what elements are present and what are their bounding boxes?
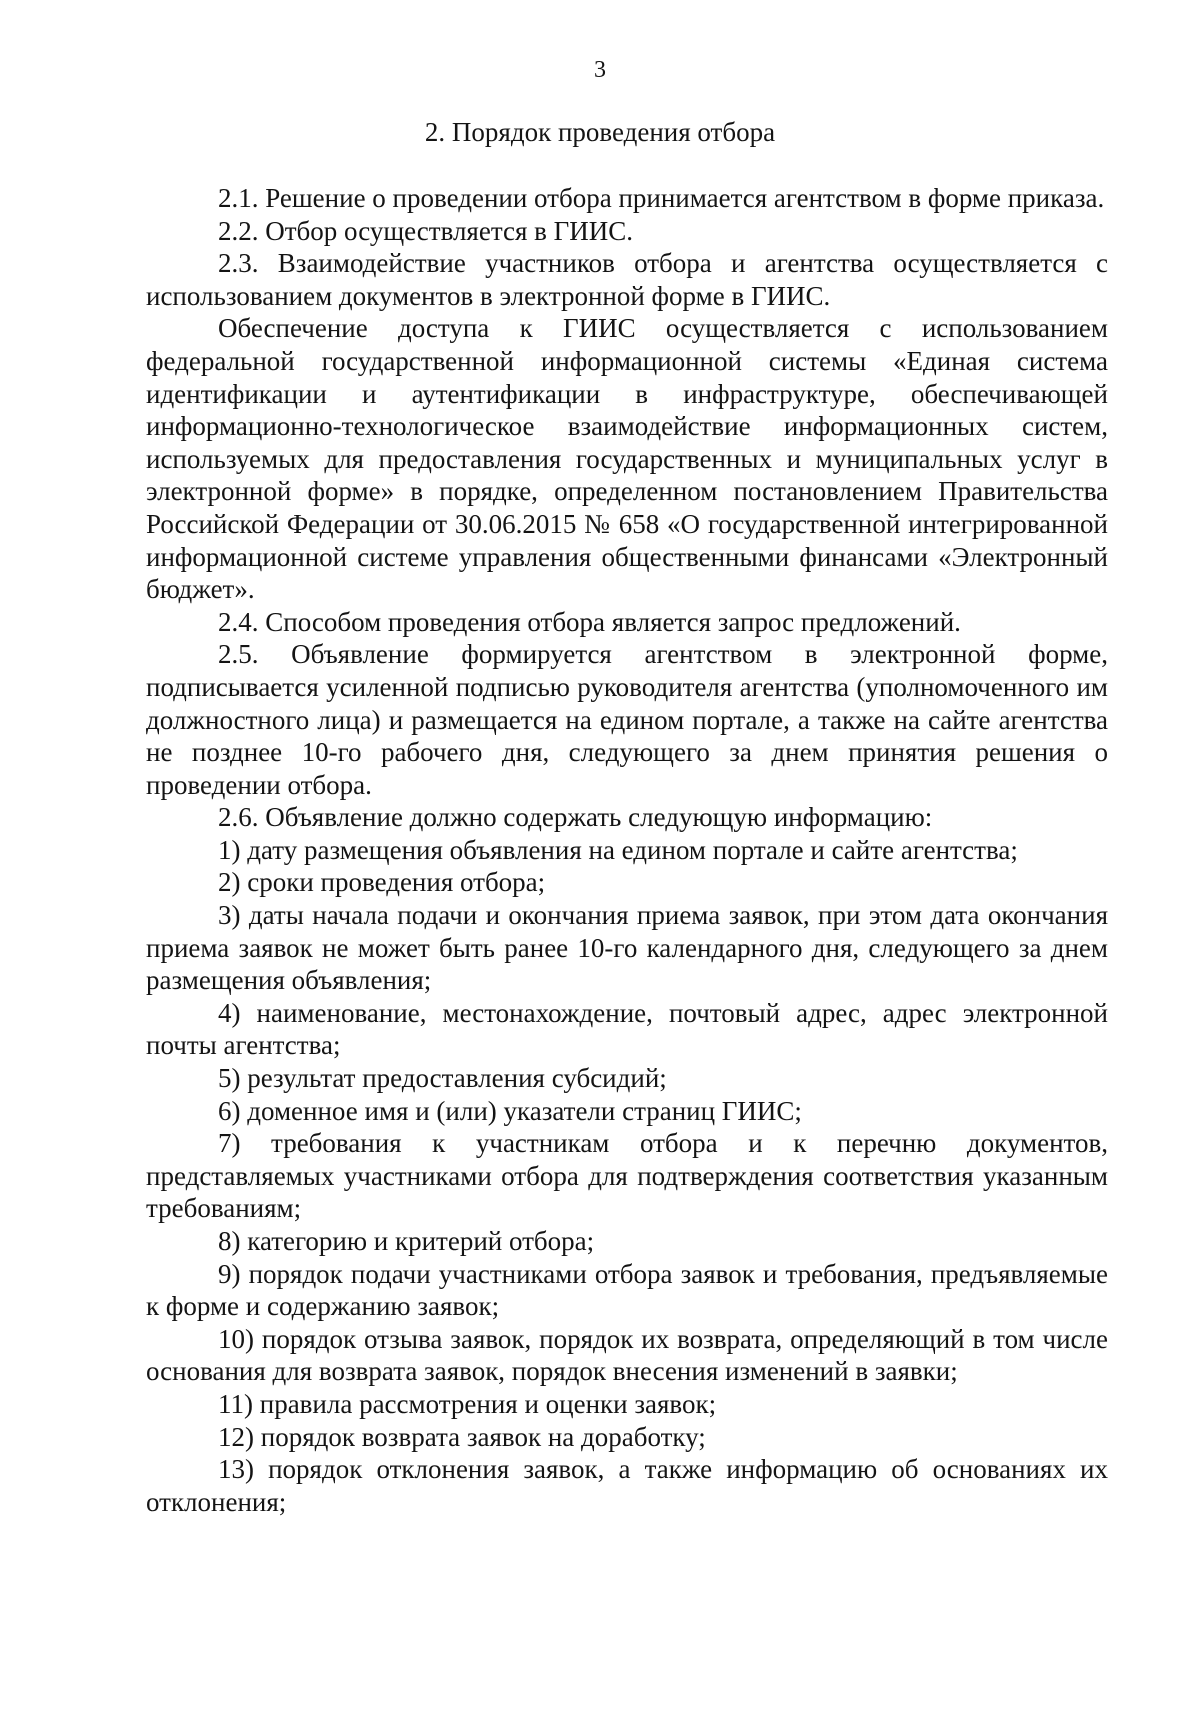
paragraph-2-3: 2.3. Взаимодействие участников отбора и агентства осуществляется с использованием документов в электронной форме в ГИИС.: [146, 248, 1108, 311]
list-item-6: 6) доменное имя и (или) указатели страниц ГИИС;: [218, 1095, 802, 1126]
document-body: [146, 182, 1108, 1518]
page-number: 3: [594, 57, 606, 83]
paragraph-2-1: 2.1. Решение о проведении отбора принимается агентством в форме приказа.: [218, 183, 1105, 213]
list-item-8: 8) категорию и критерий отбора;: [218, 1226, 595, 1256]
list-item-7: 7) требования к участникам отбора и к перечню документов, представляемых участниками отбора для подтверждения соответствия указанным требованиям;: [146, 1128, 1108, 1224]
list-item-5: 5) результат предоставления субсидий;: [218, 1063, 667, 1094]
paragraph-2-5: 2.5. Объявление формируется агентством в электронной форме, подписывается усиленной подписью руководителя агентства (уполномоченного им должностного лица) и размещается на едином портале, а также на сайте агентства не позднее 10-го рабочего дня, следующего за днем принятия решения о проведении отбора.: [146, 639, 1108, 800]
list-item-1: 1) дату размещения объявления на едином портале и сайте агентства;: [218, 834, 1018, 865]
list-item-9: 9) порядок подачи участниками отбора заявок и требования, предъявляемые к форме и содержанию заявок;: [146, 1258, 1108, 1322]
list-item-12: 12) порядок возврата заявок на доработку;: [218, 1421, 706, 1452]
paragraph-2-2: 2.2. Отбор осуществляется в ГИИС.: [218, 215, 633, 246]
list-item-10: 10) порядок отзыва заявок, порядок их возврата, определяющий в том числе основания для возврата заявок, порядок внесения изменений в заявки;: [146, 1323, 1108, 1387]
list-item-3: 3) даты начала подачи и окончания приема заявок, при этом дата окончания приема заявок не может быть ранее 10-го календарного дня, следующего за днем размещения объявления;: [146, 900, 1108, 996]
section-heading: 2. Порядок проведения отбора: [424, 117, 776, 147]
list-item-11: 11) правила рассмотрения и оценки заявок;: [218, 1388, 717, 1419]
paragraph-2-6: 2.6. Объявление должно содержать следующую информацию:: [218, 802, 933, 833]
list-item-2: 2) сроки проведения отбора;: [218, 867, 546, 898]
list-item-4: 4) наименование, местонахождение, почтовый адрес, адрес электронной почты агентства;: [146, 997, 1108, 1061]
list-item-13: 13) порядок отклонения заявок, а также информацию об основаниях их отклонения;: [146, 1454, 1108, 1517]
paragraph-2-4: 2.4. Способом проведения отбора является запрос предложений.: [218, 606, 961, 637]
paragraph-access: Обеспечение доступа к ГИИС осуществляется с использованием федеральной государственной информационной системы «Единая система идентификации и аутентификации в инфраструктуре, обеспечивающей информационно-технологическое взаимодействие информационных систем, используемых для предоставления государственных и муниципальных услуг в электронной форме» в порядке, определенном постановлением Правительства Российской Федерации от 30.06.2015 № 658 «О государственной интегрированной информационной системе управления общественными финансами «Электронный бюджет».: [146, 313, 1108, 605]
